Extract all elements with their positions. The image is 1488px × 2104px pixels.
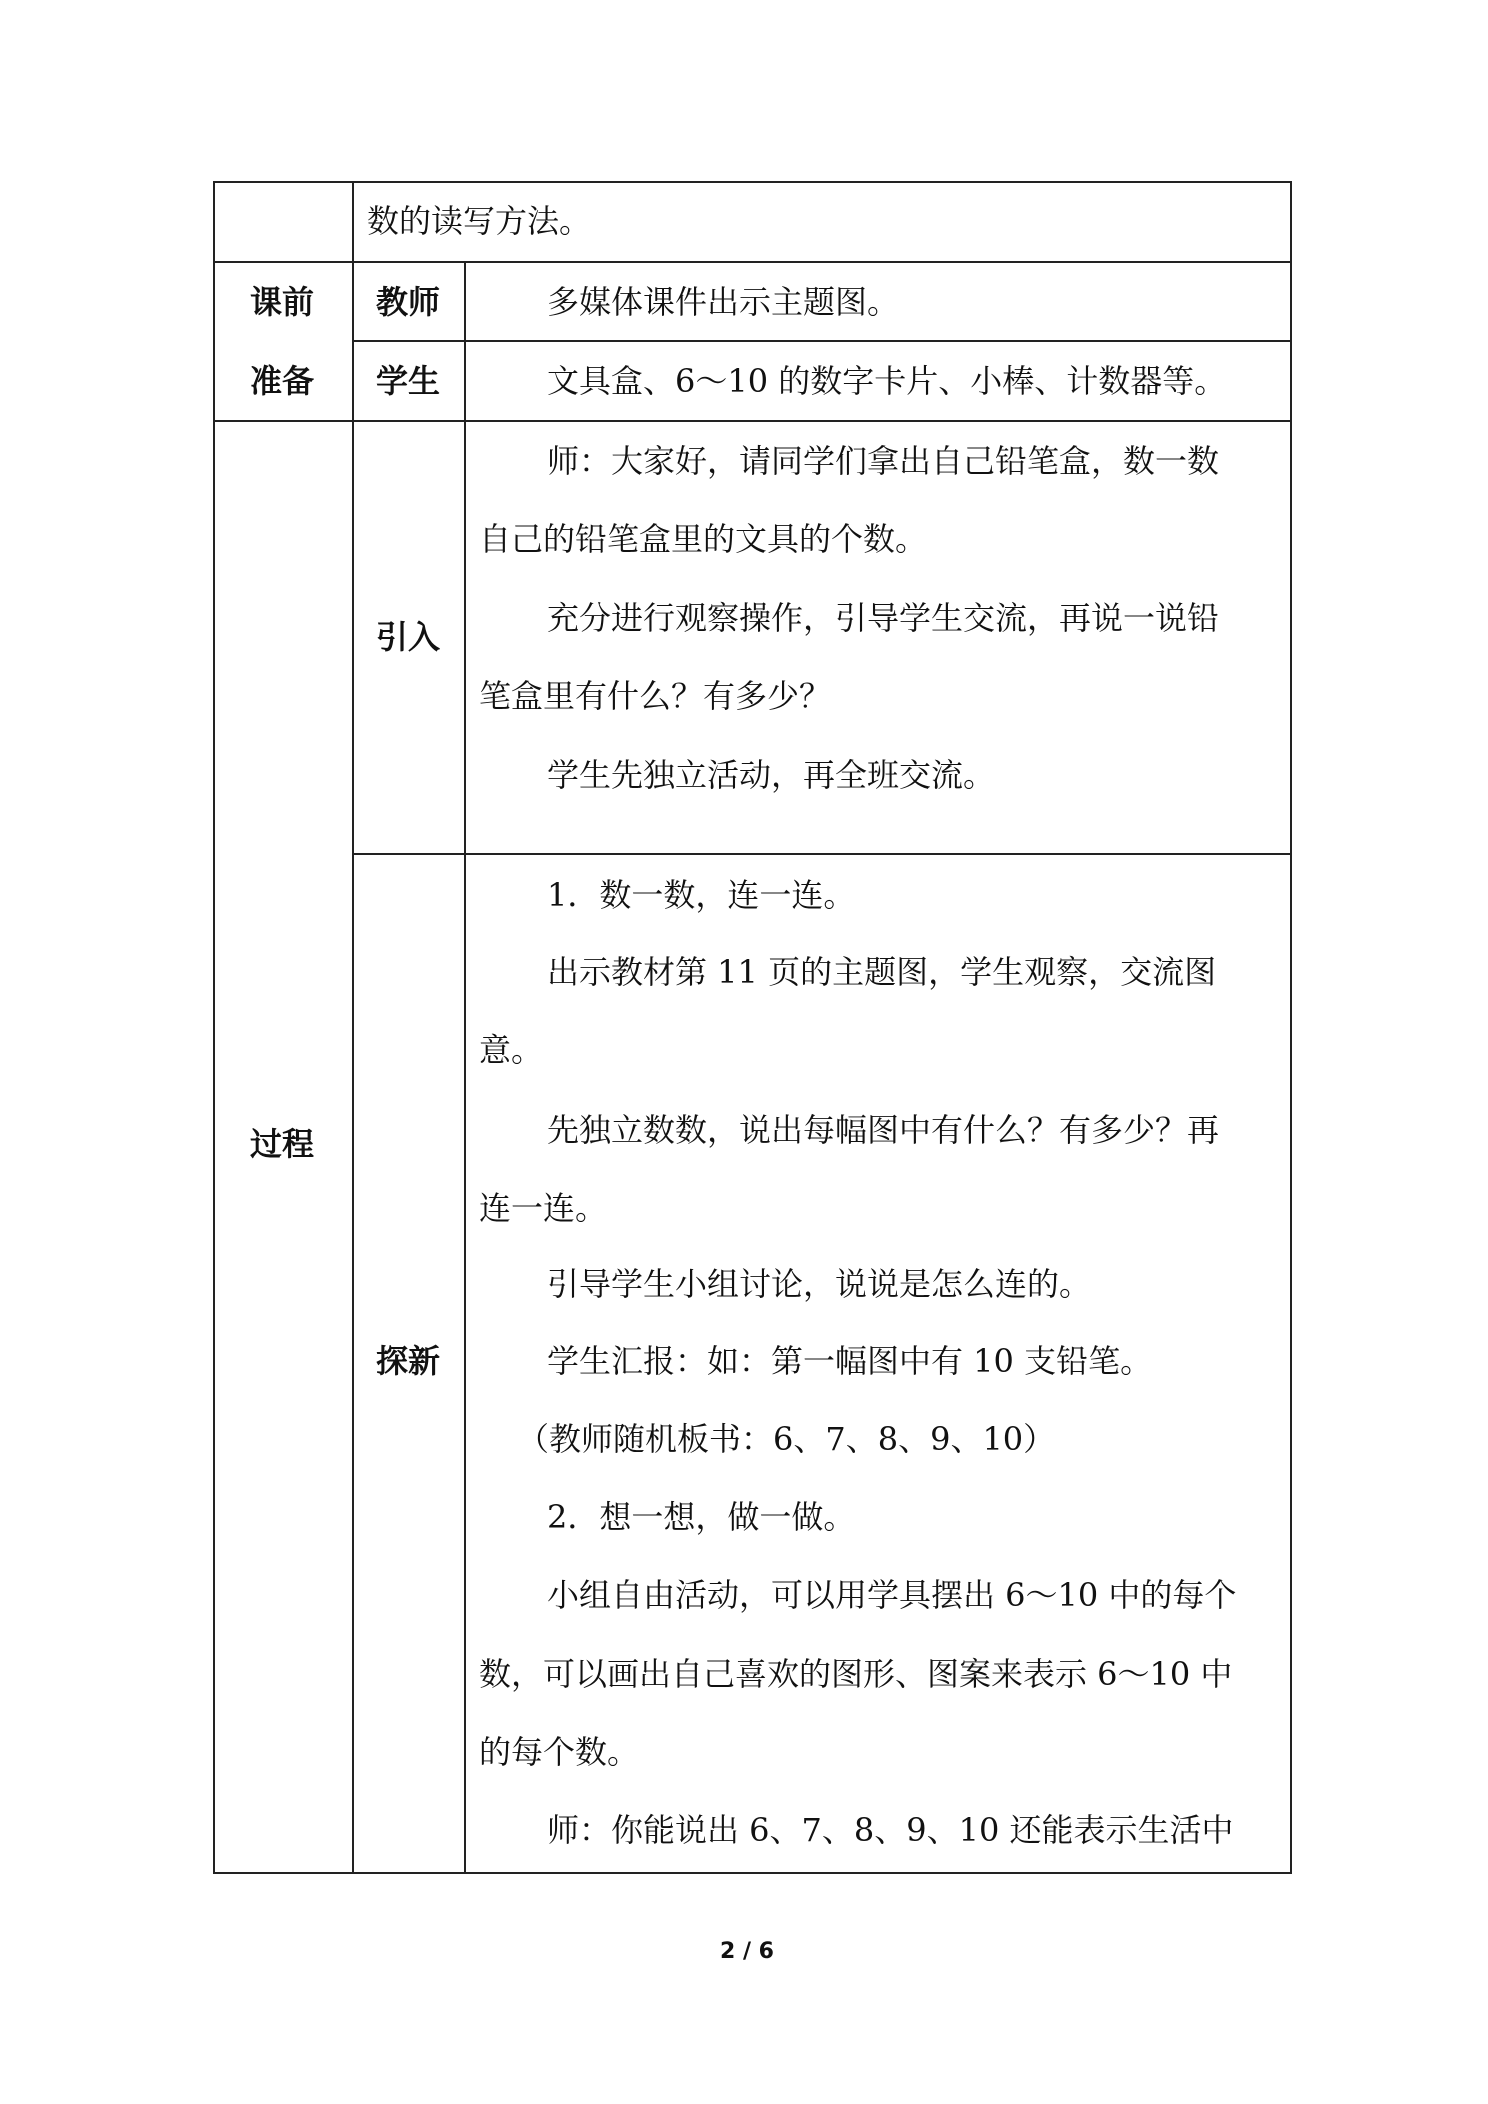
table-divider: [213, 261, 1292, 263]
explore-line: 2．想一想，做一做。: [547, 1498, 856, 1536]
explore-line: 学生汇报：如：第一幅图中有 10 支铅笔。: [547, 1342, 1153, 1380]
explore-line: 数，可以画出自己喜欢的图形、图案来表示 6～10 中: [479, 1655, 1233, 1693]
table-divider: [464, 261, 466, 1874]
prep-label-line2: 准备: [250, 362, 315, 400]
intro-line: 笔盒里有什么？有多少？: [479, 677, 832, 715]
table-border-bottom: [213, 1872, 1292, 1874]
table-border-right: [1290, 181, 1292, 1874]
method-text: 数的读写方法。: [367, 202, 592, 240]
intro-line: 学生先独立活动，再全班交流。: [547, 756, 996, 794]
explore-label: 探新: [376, 1342, 441, 1380]
intro-label: 引入: [376, 618, 441, 656]
table-border-top: [213, 181, 1292, 183]
table-border-left: [213, 181, 215, 1874]
explore-line: 师：你能说出 6、7、8、9、10 还能表示生活中: [547, 1811, 1234, 1849]
explore-line: 引导学生小组讨论，说说是怎么连的。: [547, 1265, 1092, 1303]
teacher-text: 多媒体课件出示主题图。: [547, 283, 900, 321]
intro-line: 师：大家好，请同学们拿出自己铅笔盒，数一数: [547, 442, 1220, 480]
explore-line: 的每个数。: [479, 1733, 640, 1771]
explore-line: 先独立数数，说出每幅图中有什么？有多少？再: [547, 1111, 1220, 1149]
table-divider: [352, 340, 1292, 342]
explore-line: 1．数一数，连一连。: [547, 876, 856, 914]
explore-line: 小组自由活动，可以用学具摆出 6～10 中的每个: [547, 1576, 1237, 1614]
explore-line: 出示教材第 11 页的主题图，学生观察，交流图: [547, 953, 1217, 991]
table-divider: [213, 420, 1292, 422]
intro-line: 充分进行观察操作，引导学生交流，再说一说铅: [547, 599, 1220, 637]
explore-line: 意。: [479, 1031, 544, 1069]
prep-label-line1: 课前: [250, 283, 315, 321]
explore-line: （教师随机板书：6、7、8、9、10）: [517, 1420, 1056, 1458]
student-label: 学生: [376, 362, 441, 400]
table-divider: [352, 853, 1292, 855]
explore-line: 连一连。: [479, 1189, 608, 1227]
teacher-label: 教师: [376, 283, 441, 321]
table-divider: [352, 181, 354, 1874]
student-text: 文具盒、6～10 的数字卡片、小棒、计数器等。: [547, 362, 1227, 400]
intro-line: 自己的铅笔盒里的文具的个数。: [479, 520, 928, 558]
page-number: 2 / 6: [720, 1939, 774, 1964]
process-label: 过程: [250, 1125, 315, 1163]
